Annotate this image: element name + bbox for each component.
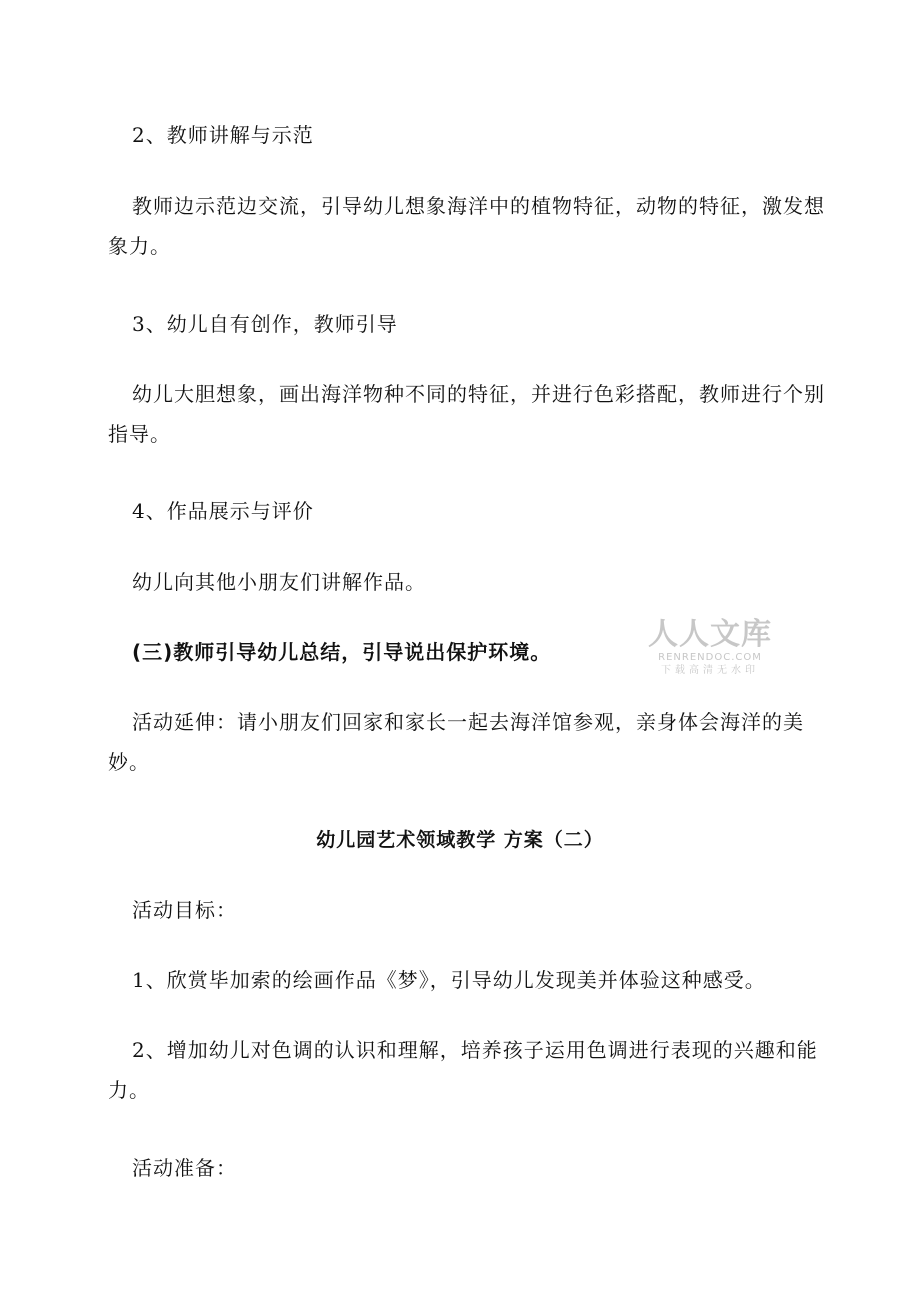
paragraph-activity-extension: 活动延伸：请小朋友们回家和家长一起去海洋馆参观，亲身体会海洋的美妙。 [108,710,804,774]
step-heading-3: 3、幼儿自有创作，教师引导 [132,312,398,336]
paragraph-child-creation: 幼儿大胆想象，画出海洋物种不同的特征，并进行色彩搭配，教师进行个别指导。 [108,382,825,446]
objectives-heading: 活动目标： [132,898,237,922]
objective-2: 2、增加幼儿对色调的认识和理解，培养孩子运用色调进行表现的兴趣和能力。 [108,1038,818,1102]
step-heading-2: 2、教师讲解与示范 [132,123,314,147]
watermark-url: RENRENDOC.COM [658,652,762,663]
objective-1: 1、欣赏毕加索的绘画作品《梦》，引导幼儿发现美并体验这种感受。 [132,968,766,992]
watermark-subtext: 下载高清无水印 [661,665,759,676]
paragraph-teacher-demo: 教师边示范边交流，引导幼儿想象海洋中的植物特征，动物的特征，激发想象力。 [108,194,825,258]
preparation-heading: 活动准备： [132,1156,237,1180]
paragraph-explain-works: 幼儿向其他小朋友们讲解作品。 [132,570,426,594]
watermark-logo [646,618,774,678]
section-summary-heading: (三)教师引导幼儿总结，引导说出保护环境。 [132,640,552,664]
plan-title: 幼儿园艺术领域教学 方案（二） [316,829,604,851]
step-heading-4: 4、作品展示与评价 [132,499,314,523]
watermark-main-text: 人人文库 [648,617,772,652]
